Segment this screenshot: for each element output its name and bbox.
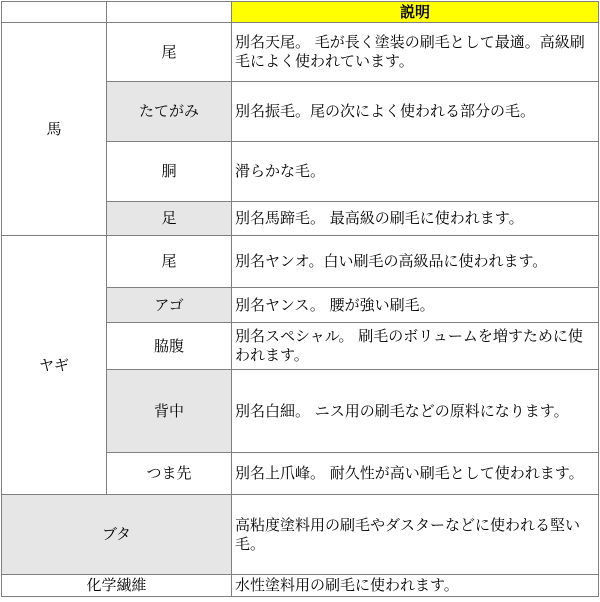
description-cell: 高粘度塗料用の刷毛やダスターなどに使われる堅い毛。 <box>232 495 599 575</box>
table-row <box>2 236 599 288</box>
header-cell-blank-1 <box>2 2 107 23</box>
group-cell-synthetic: 化学繊維 <box>2 575 232 597</box>
part-cell: たてがみ <box>107 82 232 142</box>
header-row <box>2 2 599 23</box>
table-row <box>2 495 599 575</box>
description-cell: 別名上爪峰。 耐久性が高い刷毛として使われます。 <box>232 453 599 495</box>
part-cell: 尾 <box>107 236 232 288</box>
table-row <box>2 23 599 82</box>
header-cell-description: 説明 <box>232 2 599 23</box>
description-cell: 別名天尾。 毛が長く塗装の刷毛として最適。高級刷毛によく使われています。 <box>232 23 599 82</box>
part-cell: 胴 <box>107 142 232 202</box>
group-cell-pig: ブタ <box>2 495 232 575</box>
group-cell-goat: ヤギ <box>2 236 107 495</box>
part-cell: 背中 <box>107 370 232 453</box>
part-cell: 尾 <box>107 23 232 82</box>
part-cell: 足 <box>107 202 232 236</box>
description-cell: 別名白細。 ニス用の刷毛などの原料になります。 <box>232 370 599 453</box>
group-cell-horse: 馬 <box>2 23 107 236</box>
bristle-table <box>1 1 599 597</box>
description-cell: 別名スペシャル。 刷毛のボリュームを増すために使われます。 <box>232 323 599 370</box>
description-cell: 滑らかな毛。 <box>232 142 599 202</box>
description-cell: 別名馬蹄毛。 最高級の刷毛に使われます。 <box>232 202 599 236</box>
description-cell: 水性塗料用の刷毛に使われます。 <box>232 575 599 597</box>
part-cell: つま先 <box>107 453 232 495</box>
part-cell: アゴ <box>107 288 232 323</box>
description-cell: 別名ヤンオ。白い刷毛の高級品に使われます。 <box>232 236 599 288</box>
header-cell-blank-2 <box>107 2 232 23</box>
description-cell: 別名ヤンス。 腰が強い刷毛。 <box>232 288 599 323</box>
part-cell: 脇腹 <box>107 323 232 370</box>
table-row <box>2 575 599 597</box>
description-cell: 別名振毛。尾の次によく使われる部分の毛。 <box>232 82 599 142</box>
